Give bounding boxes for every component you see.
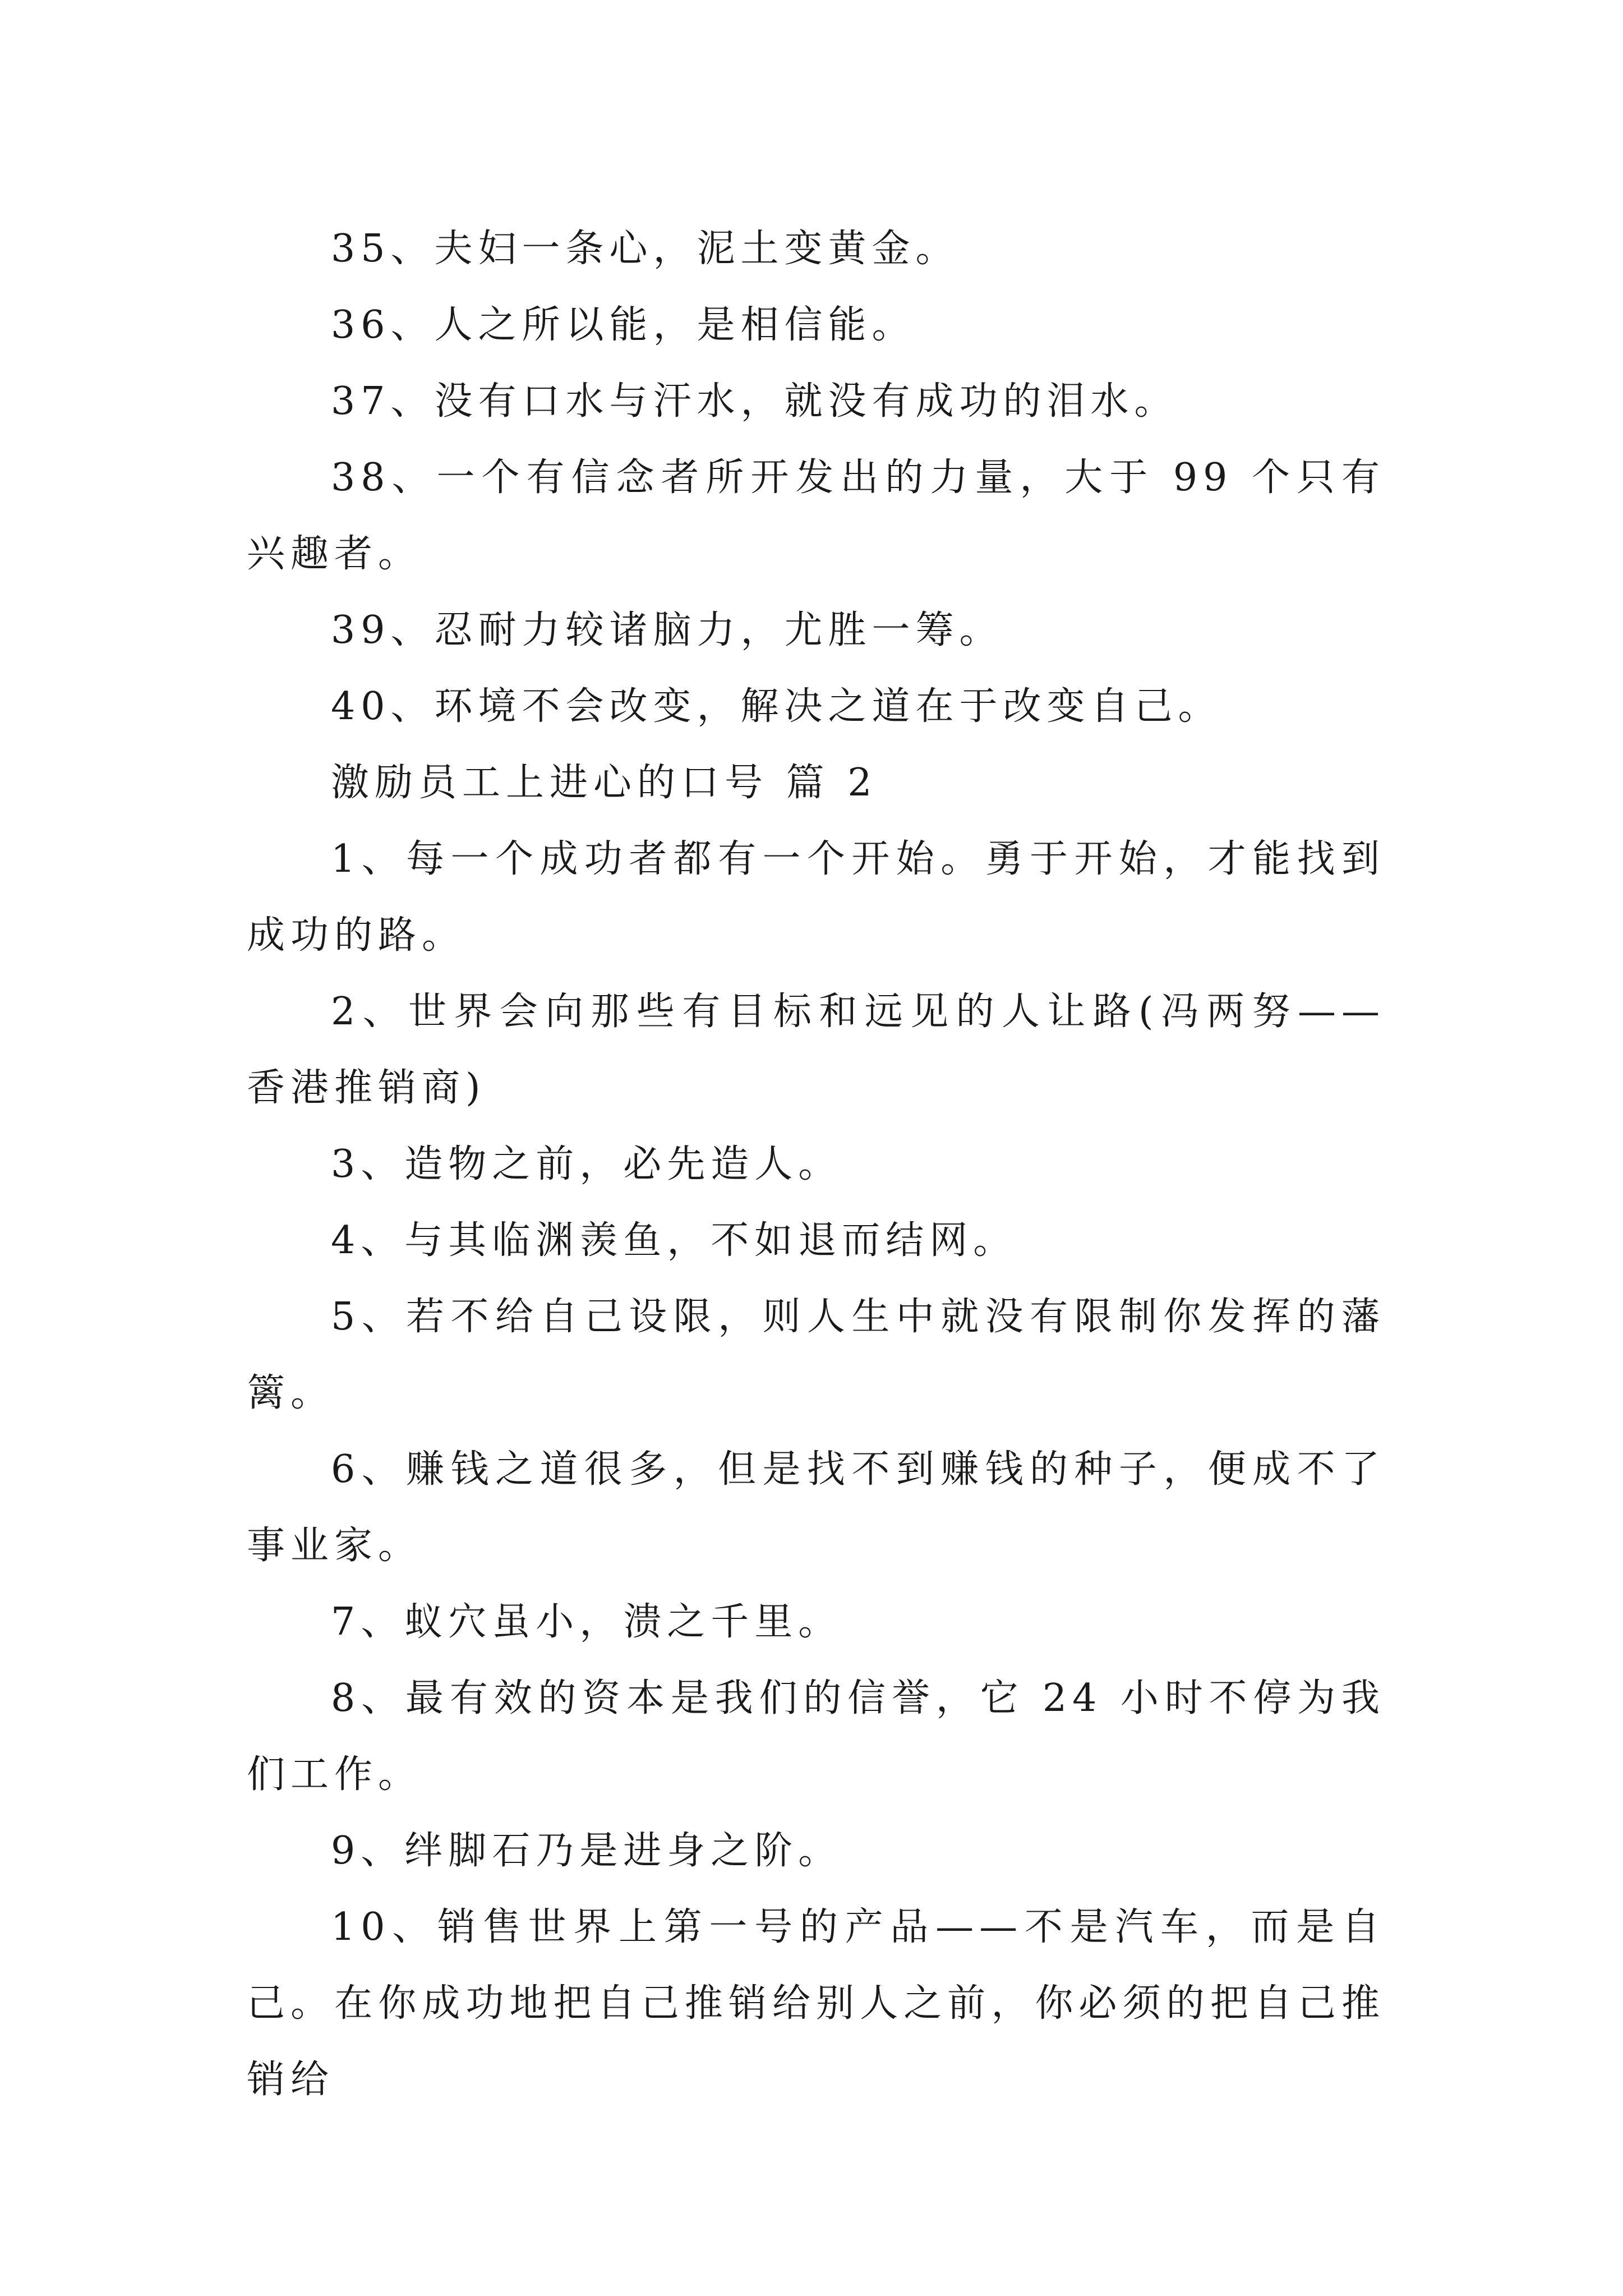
paragraph: 8、最有效的资本是我们的信誉，它 24 小时不停为我们工作。 — [247, 1676, 1385, 1797]
paragraph: 39、忍耐力较诸脑力，尤胜一筹。 — [331, 608, 1003, 652]
document-body — [247, 211, 1385, 2118]
paragraph: 37、没有口水与汗水，就没有成功的泪水。 — [331, 379, 1178, 424]
paragraph: 5、若不给自己设限，则人生中就没有限制你发挥的藩篱。 — [247, 1295, 1385, 1415]
paragraph: 10、销售世界上第一号的产品——不是汽车，而是自己。在你成功地把自己推销给别人之前，你必须的把自己推销给 — [247, 1905, 1385, 2102]
paragraph: 38、一个有信念者所开发出的力量，大于 99 个只有兴趣者。 — [247, 455, 1385, 576]
paragraph: 40、环境不会改变，解决之道在于改变自己。 — [331, 684, 1222, 729]
paragraph: 4、与其临渊羡鱼，不如退而结网。 — [331, 1218, 1017, 1263]
paragraph: 2、世界会向那些有目标和远见的人让路(冯两努——香港推销商) — [247, 990, 1385, 1110]
paragraph: 9、绊脚石乃是进身之阶。 — [331, 1829, 842, 1873]
section-heading: 激励员工上进心的口号 篇 2 — [331, 761, 878, 805]
paragraph: 7、蚁穴虽小，溃之千里。 — [331, 1600, 842, 1644]
paragraph: 6、赚钱之道很多，但是找不到赚钱的种子，便成不了事业家。 — [247, 1447, 1385, 1568]
paragraph: 35、夫妇一条心，泥土变黄金。 — [331, 227, 960, 271]
paragraph: 3、造物之前，必先造人。 — [331, 1142, 842, 1186]
paragraph: 36、人之所以能，是相信能。 — [331, 303, 916, 347]
paragraph: 1、每一个成功者都有一个开始。勇于开始，才能找到成功的路。 — [247, 837, 1385, 958]
